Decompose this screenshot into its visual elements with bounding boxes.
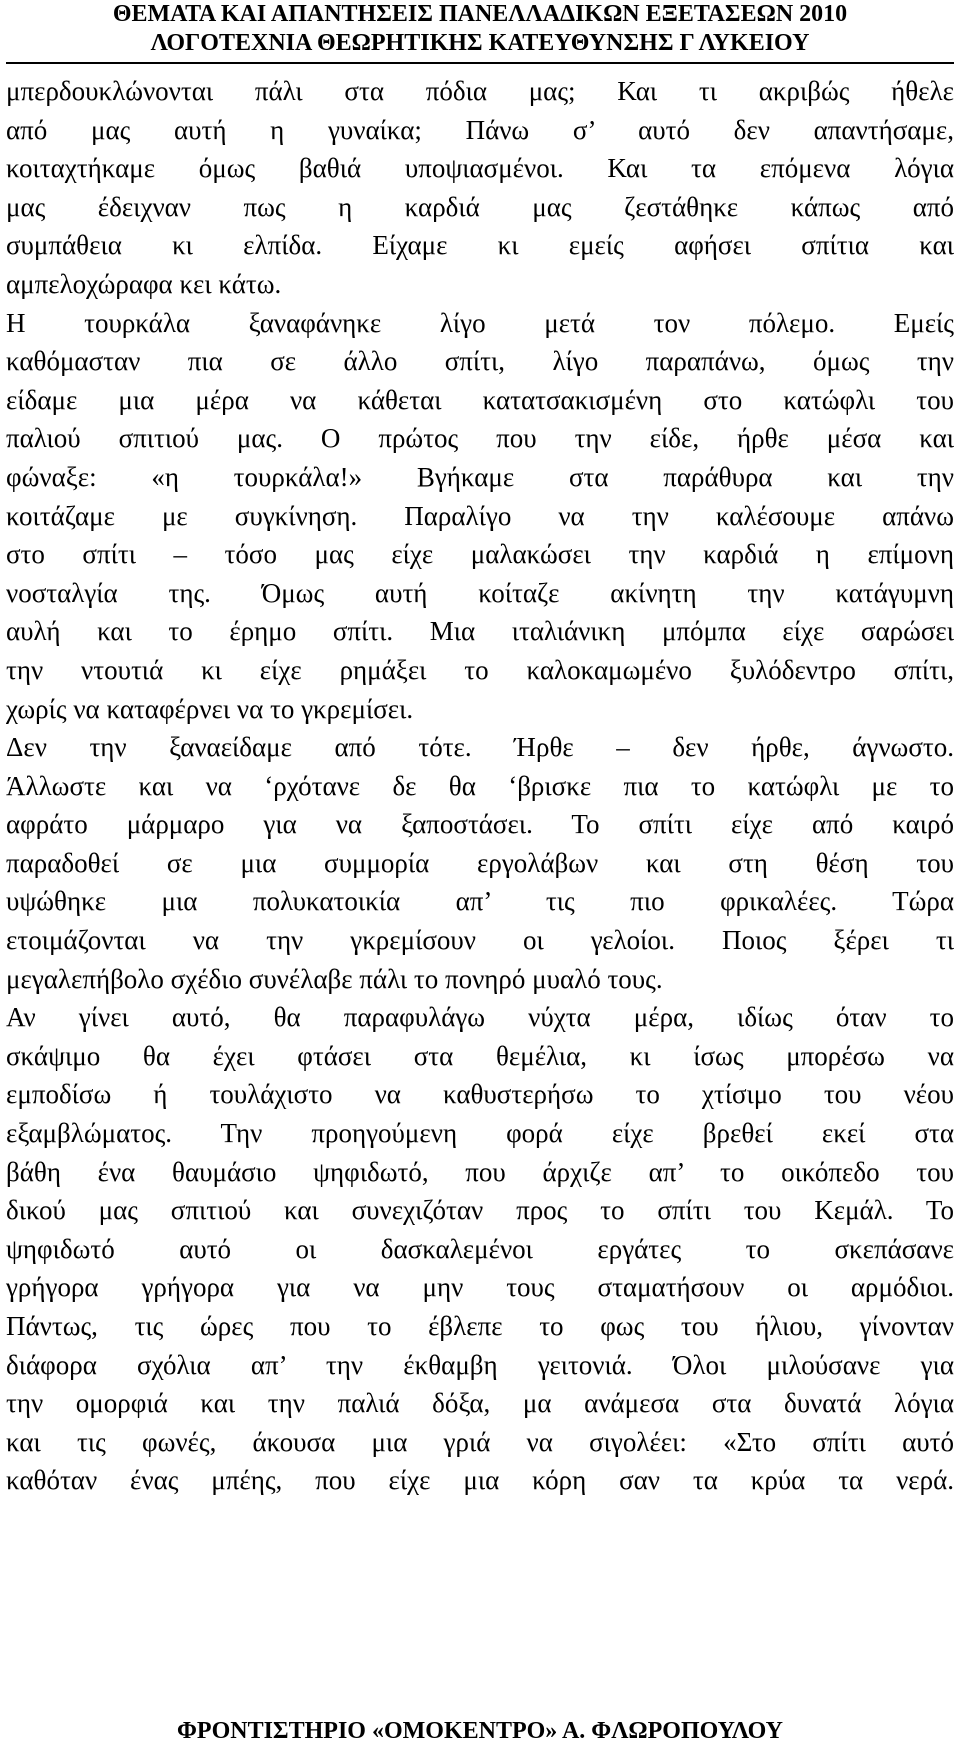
text-line: κοιτάζαμε με συγκίνηση. Παραλίγο να την καλέσουμε απάνω (6, 500, 954, 531)
text-line: την ομορφιά και την παλιά δόξα, μα ανάμεσα στα δυνατά λόγια (6, 1388, 954, 1419)
header-divider (6, 62, 954, 64)
text-line: παλιού σπιτιού μας. Ο πρώτος που την είδε, ήρθε μέσα και (6, 423, 954, 454)
text-line: μεγαλεπήβολο σχέδιο συνέλαβε πάλι το πονηρό μυαλό τους. (6, 963, 663, 994)
text-line: παραδοθεί σε μια συμμορία εργολάβων και στη θέση του (6, 847, 954, 878)
text-line: αυλή και το έρημο σπίτι. Μια ιταλιάνικη μπόμπα είχε σαρώσει (6, 616, 954, 647)
text-line: δικού μας σπιτιού και συνεχιζόταν προς το σπίτι του Κεμάλ. Το (6, 1195, 954, 1226)
text-line: βάθη ένα θαυμάσιο ψηφιδωτό, που άρχιζε απ’ το οικόπεδο του (6, 1156, 954, 1187)
text-line: από μας αυτή η γυναίκα; Πάνω σ’ αυτό δεν απαντήσαμε, (6, 114, 954, 145)
header-title-line-2: ΛΟΓΟΤΕΧΝΙΑ ΘΕΩΡΗΤΙΚΗΣ ΚΑΤΕΥΘΥΝΣΗΣ Γ ΛΥΚΕΙΟΥ (150, 30, 810, 56)
text-line: συμπάθεια κι ελπίδα. Είχαμε κι εμείς αφήσει σπίτια και (6, 230, 954, 261)
text-line: φώναξε: «η τουρκάλα!» Βγήκαμε στα παράθυρα και την (6, 461, 954, 492)
text-line: την ντουτιά κι είχε ρημάξει το καλοκαμωμένο ξυλόδεντρο σπίτι, (6, 654, 954, 685)
text-line: καθόταν ένας μπέης, που είχε μια κόρη σαν τα κρύα τα νερά. (6, 1465, 954, 1496)
text-line: μας έδειχναν πως η καρδιά μας ζεστάθηκε κάπως από (6, 191, 954, 222)
text-line: χωρίς να καταφέρνει να το γκρεμίσει. (6, 693, 414, 724)
text-line: Άλλωστε και να ‘ρχότανε δε θα ‘βρισκε πια το κατώφλι με το (6, 770, 954, 801)
text-line: κοιταχτήκαμε όμως βαθιά υποψιασμένοι. Και τα επόμενα λόγια (6, 153, 954, 184)
text-line: στο σπίτι – τόσο μας είχε μαλακώσει την καρδιά η επίμονη (6, 539, 954, 570)
document-body (6, 72, 954, 1500)
text-line: αφράτο μάρμαρο για να ξαποστάσει. Το σπίτι είχε από καιρό (6, 809, 954, 840)
text-line: γρήγορα γρήγορα για να μην τους σταματήσουν οι αρμόδιοι. (6, 1272, 954, 1303)
text-line: Αν γίνει αυτό, θα παραφυλάγω νύχτα μέρα, ιδίως όταν το (6, 1002, 954, 1033)
header-title-line-1: ΘΕΜΑΤΑ ΚΑΙ ΑΠΑΝΤΗΣΕΙΣ ΠΑΝΕΛΛΑΔΙΚΩΝ ΕΞΕΤΑΣΕΩΝ 2010 (112, 1, 848, 27)
page-footer: ΦΡΟΝΤΙΣΤΗΡΙΟ «ΟΜΟΚΕΝΤΡΟ» Α. ΦΛΩΡΟΠΟΥΛΟΥ (177, 1718, 783, 1744)
text-line: ετοιμάζονται να την γκρεμίσουν οι γελοίοι. Ποιος ξέρει τι (6, 925, 954, 956)
text-line: Δεν την ξαναείδαμε από τότε. Ήρθε – δεν ήρθε, άγνωστο. (6, 732, 954, 763)
text-line: ψηφιδωτό αυτό οι δασκαλεμένοι εργάτες το σκεπάσανε (6, 1233, 954, 1264)
text-line: μπερδουκλώνονται πάλι στα πόδια μας; Και τι ακριβώς ήθελε (6, 76, 954, 106)
text-line: υψώθηκε μια πολυκατοικία απ’ τις πιο φρικαλέες. Τώρα (6, 886, 954, 917)
text-line: καθόμασταν πια σε άλλο σπίτι, λίγο παραπάνω, όμως την (6, 346, 954, 377)
text-line: Η τουρκάλα ξαναφάνηκε λίγο μετά τον πόλεμο. Εμείς (6, 307, 954, 338)
text-line: εξαμβλώματος. Την προηγούμενη φορά είχε βρεθεί εκεί στα (6, 1118, 954, 1149)
text-line: νοσταλγία της. Όμως αυτή κοίταζε ακίνητη την κατάγυμνη (6, 577, 954, 608)
text-line: διάφορα σχόλια απ’ την έκθαμβη γειτονιά. Όλοι μιλούσανε για (6, 1349, 954, 1380)
text-line: είδαμε μια μέρα να κάθεται κατατσακισμένη στο κατώφλι του (6, 384, 954, 415)
page-header (0, 0, 960, 58)
text-line: Πάντως, τις ώρες που το έβλεπε το φως του ήλιου, γίνονταν (6, 1311, 954, 1341)
text-line: αμπελοχώραφα κει κάτω. (6, 268, 282, 299)
text-line: σκάψιμο θα έχει φτάσει στα θεμέλια, κι ίσως μπορέσω να (6, 1040, 954, 1071)
text-line: εμποδίσω ή τουλάχιστο να καθυστερήσω το χτίσιμο του νέου (6, 1079, 954, 1110)
text-line: και τις φωνές, άκουσα μια γριά να σιγολέει: «Στο σπίτι αυτό (6, 1426, 954, 1457)
